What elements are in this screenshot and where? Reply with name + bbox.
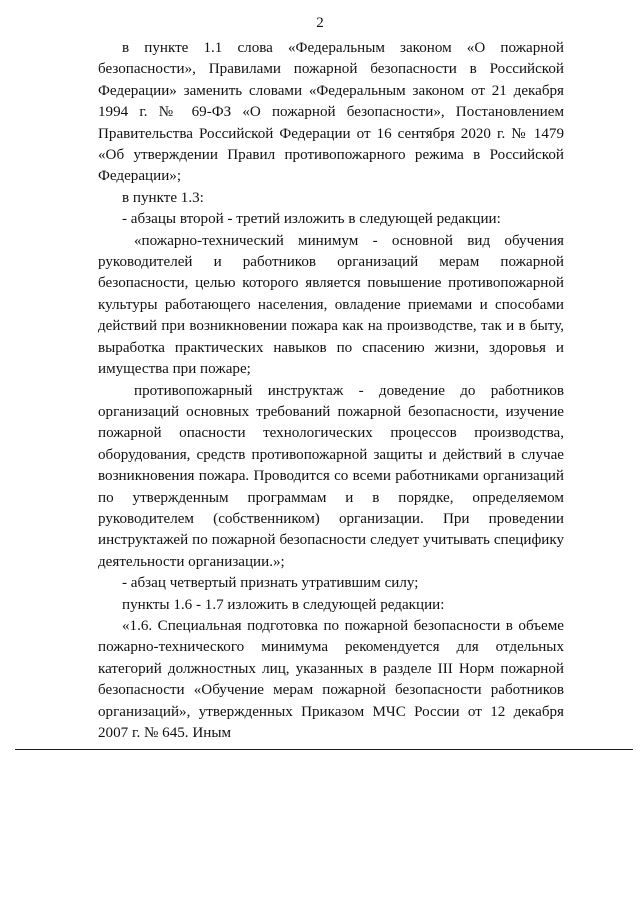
paragraph-ptm-definition: «пожарно-технический минимум - основной вид обучения руководителей и работников организаций мерам пожарной безопасности, целью которого является повышение противопожарной культуры работающего населения, овладение приемами и способами действий при возникновении пожара как на производстве, так и в быту, выработка практических навыков по спасению жизни, здоровья и имущества при пожаре;: [98, 232, 564, 378]
paragraph-point-1-3: в пункте 1.3:: [122, 189, 204, 206]
paragraph-amend-1-1: в пункте 1.1 слова «Федеральным законом «О пожарной безопасности», Правилами пожарной безопасности в Российской Федерации» заменить словами «Федеральным законом от 21 декабря 1994 г. № 69-ФЗ «О пожарной безопасности», Постановлением Правительства Российской Федерации от 16 сентября 2020 г. № 1479 «Об утверждении Правил противопожарного режима в Российской Федерации»;: [98, 40, 564, 185]
paragraph-abzacy-2-3: - абзацы второй - третий изложить в следующей редакции:: [122, 211, 501, 228]
bottom-rule: [15, 749, 633, 750]
paragraph-points-1-6-1-7: пункты 1.6 - 1.7 изложить в следующей редакции:: [122, 596, 445, 613]
paragraph-instruktazh-definition: противопожарный инструктаж - доведение до работников организаций основных требований пожарной безопасности, изучение пожарной опасности технологических процессов производства, оборудования, средств противопожарной защиты и действий в случае возникновения пожара. Проводится со всеми работниками организаций по утвержденным программам и в порядке, определяемом руководителем (собственником) организации. При проведении инструктажей по пожарной безопасности следует учитывать специфику деятельности организации.»;: [98, 382, 564, 570]
document-body: [98, 38, 564, 744]
paragraph-abzac-4: - абзац четвертый признать утратившим силу;: [122, 575, 419, 592]
paragraph-point-1-6: «1.6. Специальная подготовка по пожарной безопасности в объеме пожарно-технического минимума рекомендуется для отдельных категорий должностных лиц, указанных в разделе III Норм пожарной безопасности «Обучение мерам пожарной безопасности работников организаций», утвержденных Приказом МЧС России от 12 декабря 2007 г. № 645. Иным: [98, 617, 564, 741]
page-number: 2: [316, 15, 324, 31]
